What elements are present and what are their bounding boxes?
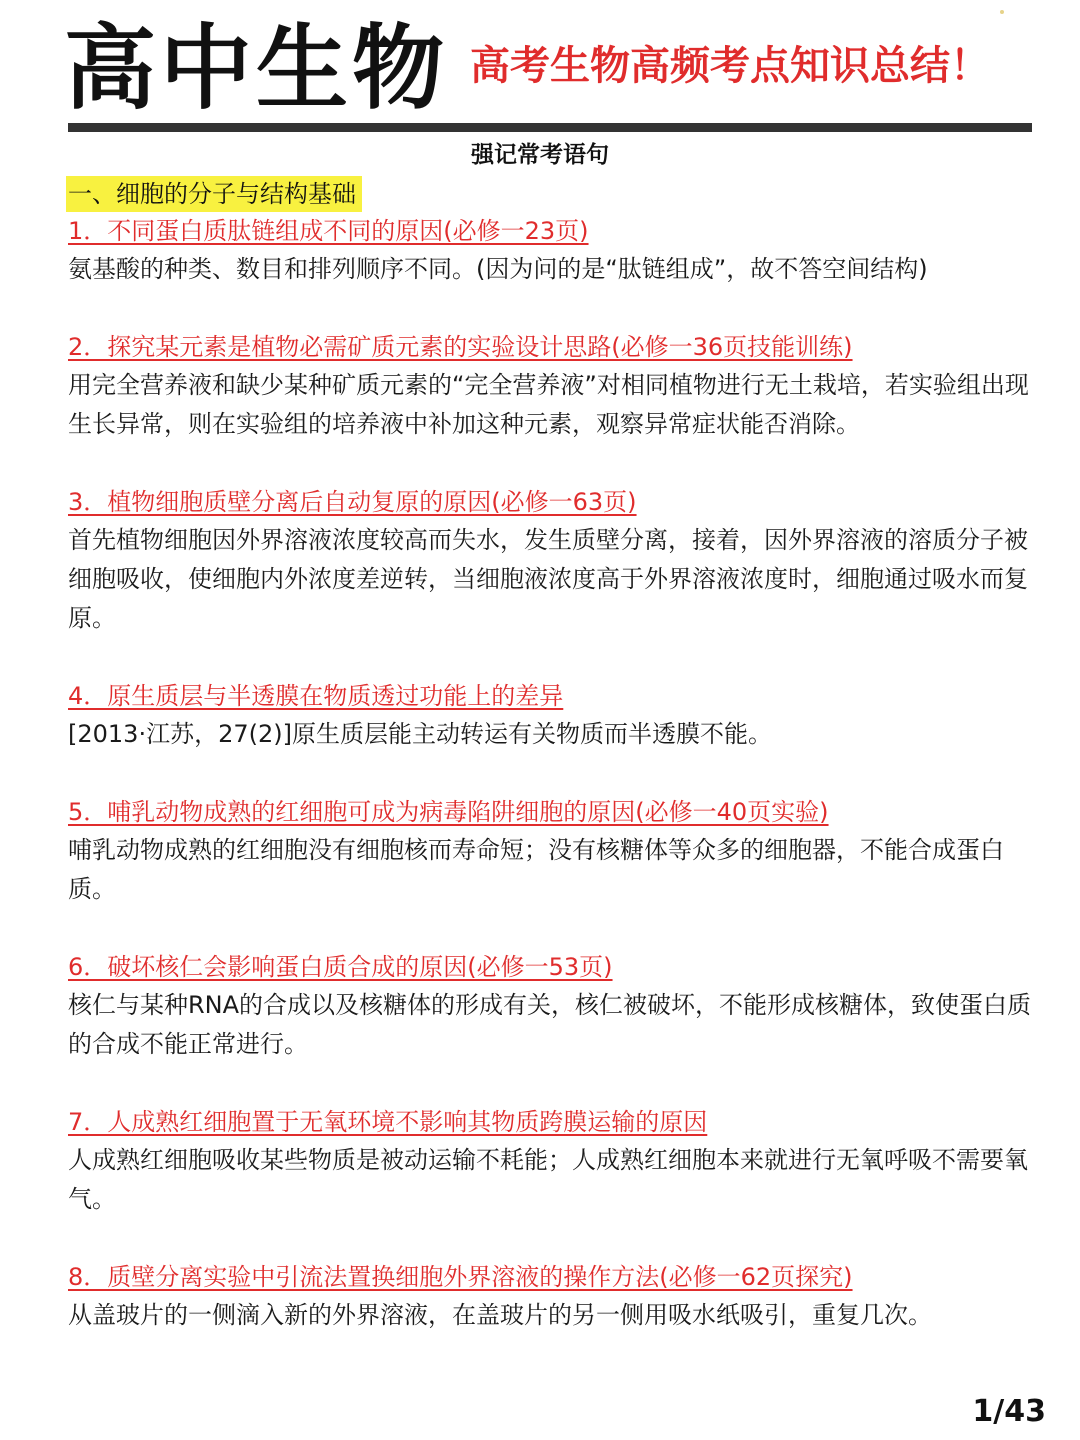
question: 6．破坏核仁会影响蛋白质合成的原因(必修一53页) <box>68 953 613 981</box>
page-header <box>0 0 1080 140</box>
section-title: 强记常考语句 <box>471 142 609 168</box>
answer: 首先植物细胞因外界溶液浓度较高而失水，发生质壁分离，接着，因外界溶液的溶质分子被细胞吸收，使细胞内外浓度差逆转，当细胞液浓度高于外界溶液浓度时，细胞通过吸水而复原。 <box>68 526 1028 632</box>
question: 4．原生质层与半透膜在物质透过功能上的差异 <box>68 682 564 710</box>
answer: 用完全营养液和缺少某种矿质元素的“完全营养液”对相同植物进行无土栽培，若实验组出现生长异常，则在实验组的培养液中补加这种元素，观察异常症状能否消除。 <box>68 371 1029 438</box>
qa-item-2 <box>68 328 1038 444</box>
subtitle: 高考生物高频考点知识总结！ <box>470 43 990 89</box>
qa-item-4 <box>68 677 1038 754</box>
answer: 哺乳动物成熟的红细胞没有细胞核而寿命短；没有核糖体等众多的细胞器，不能合成蛋白质。 <box>68 836 1004 903</box>
answer: 氨基酸的种类、数目和排列顺序不同。(因为问的是“肽链组成”，故不答空间结构) <box>68 255 928 283</box>
main-title: 高中生物 <box>64 15 449 122</box>
qa-item-5 <box>68 793 1038 909</box>
answer: 从盖玻片的一侧滴入新的外界溶液，在盖玻片的另一侧用吸水纸吸引，重复几次。 <box>68 1301 932 1329</box>
answer: 核仁与某种RNA的合成以及核糖体的形成有关，核仁被破坏，不能形成核糖体，致使蛋白质的合成不能正常进行。 <box>68 991 1032 1058</box>
question: 7．人成熟红细胞置于无氧环境不影响其物质跨膜运输的原因 <box>68 1108 708 1136</box>
qa-item-7 <box>68 1103 1038 1219</box>
question: 5．哺乳动物成熟的红细胞可成为病毒陷阱细胞的原因(必修一40页实验) <box>68 798 829 826</box>
qa-list <box>68 212 1038 1374</box>
qa-item-1 <box>68 212 1038 289</box>
question: 2．探究某元素是植物必需矿质元素的实验设计思路(必修一36页技能训练) <box>68 333 853 361</box>
qa-item-3 <box>68 483 1038 638</box>
qa-item-6 <box>68 948 1038 1064</box>
answer: 人成熟红细胞吸收某些物质是被动运输不耗能；人成熟红细胞本来就进行无氧呼吸不需要氧气。 <box>68 1146 1028 1213</box>
qa-item-8 <box>68 1258 1038 1335</box>
question: 8．质壁分离实验中引流法置换细胞外界溶液的操作方法(必修一62页探究) <box>68 1263 853 1291</box>
question: 3．植物细胞质壁分离后自动复原的原因(必修一63页) <box>68 488 637 516</box>
header-divider <box>68 123 1032 132</box>
chapter-heading: 一、细胞的分子与结构基础 <box>66 176 362 212</box>
decorative-dot <box>1000 10 1004 14</box>
answer: [2013·江苏，27(2)]原生质层能主动转运有关物质而半透膜不能。 <box>68 720 772 748</box>
question: 1．不同蛋白质肽链组成不同的原因(必修一23页) <box>68 217 589 245</box>
page-number: 1/43 <box>972 1394 1046 1429</box>
